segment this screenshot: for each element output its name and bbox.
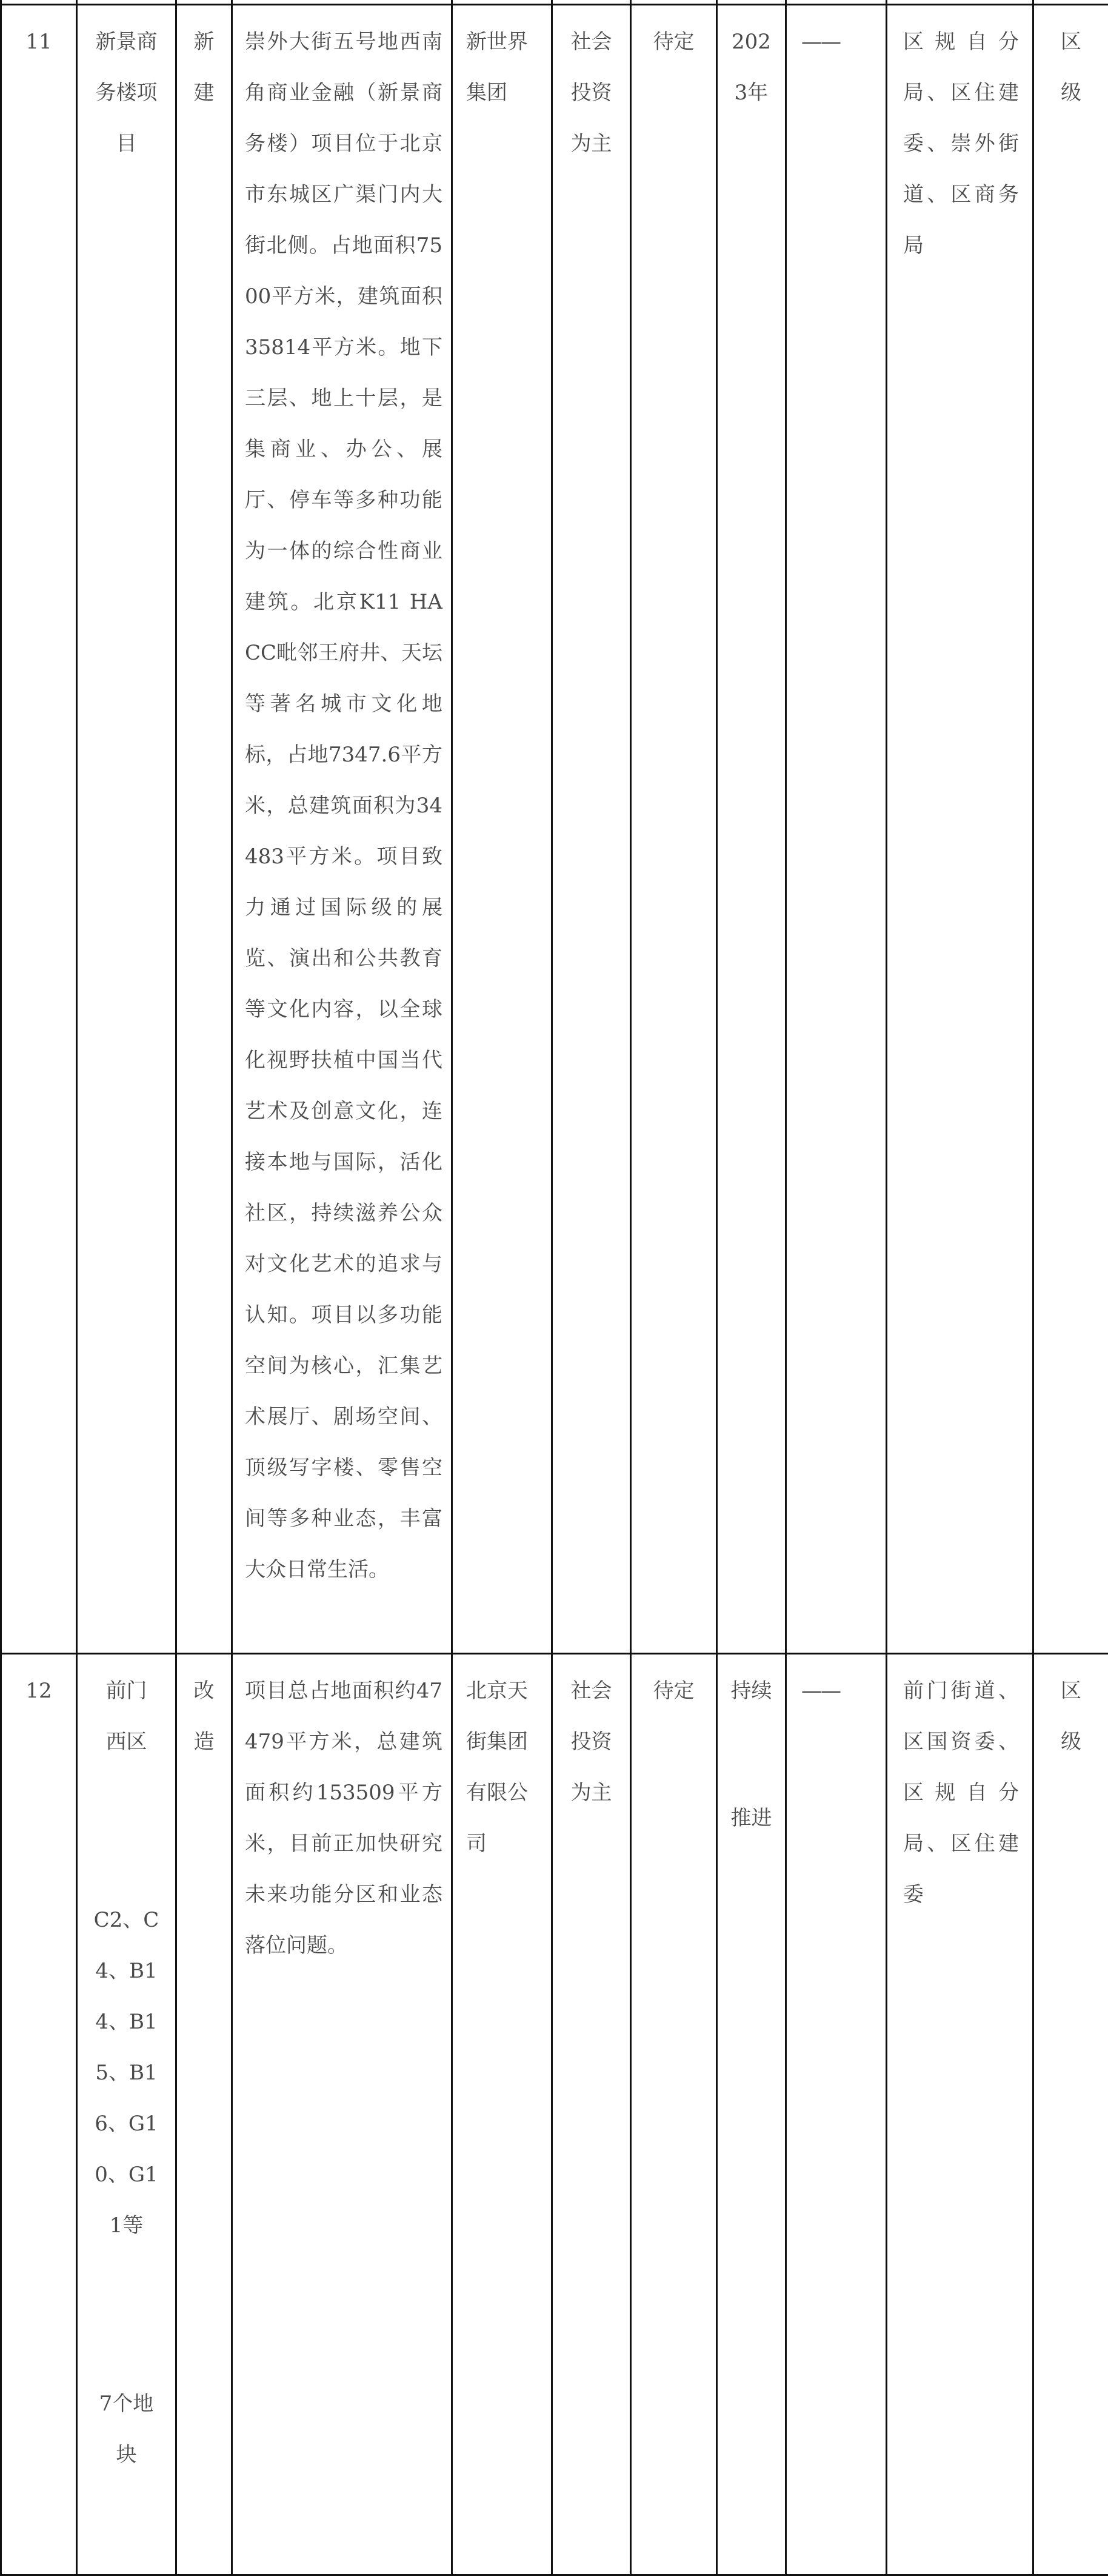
construction-type-cell	[176, 1654, 232, 2575]
project-owner: 新世界集团	[453, 5, 551, 118]
funding-source: 社会投资为主	[553, 1654, 630, 1818]
progress-cell	[786, 5, 887, 1654]
responsible-units-cell	[887, 5, 1033, 1654]
project-name: 前门西区	[78, 1654, 175, 1767]
level-cell	[1033, 1654, 1108, 2575]
row-number-cell	[1, 1654, 77, 2575]
construction-type: 改造	[177, 1654, 231, 1767]
plot-count: 7个地块	[78, 2378, 175, 2480]
project-content: 项目总占地面积约47479平方米，总建筑面积约153509平方米，目前正加快研究未来功能分区和业态落位问题。	[233, 1654, 451, 1971]
investment-cell	[631, 1654, 717, 2575]
timeline: 2023年	[718, 5, 785, 118]
project-level: 区级	[1034, 5, 1108, 118]
responsible-units-cell	[887, 1654, 1033, 2575]
owner-cell	[452, 1654, 552, 2575]
level-cell	[1033, 5, 1108, 1654]
row-number: 12	[2, 1654, 76, 1716]
owner-cell	[452, 5, 552, 1654]
timeline-start: 持续	[718, 1654, 785, 1716]
table-top-strip	[1, 0, 1108, 5]
table-row	[1, 5, 1108, 1654]
progress-dash: ——	[787, 5, 886, 67]
project-level: 区级	[1034, 1654, 1108, 1767]
table-row	[1, 1654, 1108, 2575]
project-name: 新景商务楼项目	[78, 5, 175, 169]
investment-cell	[631, 5, 717, 1654]
construction-type-cell	[176, 5, 232, 1654]
timeline-continue: 推进	[718, 1793, 785, 1844]
project-content: 崇外大街五号地西南角商业金融（新景商务楼）项目位于北京市东城区广渠门内大街北侧。占地面积7500平方米，建筑面积35814平方米。地下三层、地上十层，是集商业、办公、展厅、停车等多种功能为一体的综合性商业建筑。北京K11 HACC毗邻王府井、天坛等著名城市文化地标，占地7347.6平方米，总建筑面积为34483平方米。项目致力通过国际级的展览、演出和公共教育等文化内容，以全球化视野扶植中国当代艺术及创意文化，连接本地与国际，活化社区，持续滋养公众对文化艺术的追求与认知。项目以多功能空间为核心，汇集艺术展厅、剧场空间、顶级写字楼、零售空间等多种业态，丰富大众日常生活。	[233, 5, 451, 1595]
project-content-cell	[232, 5, 452, 1654]
funding-source: 社会投资为主	[553, 5, 630, 169]
responsible-units: 前门街道、区国资委、区规自分局、区住建委	[887, 1654, 1032, 1920]
project-name-cell	[77, 5, 176, 1654]
row-number: 11	[2, 5, 76, 67]
funding-cell	[552, 5, 631, 1654]
project-owner: 北京天街集团有限公司	[453, 1654, 551, 1869]
timeline-cell	[717, 5, 786, 1654]
row-number-cell	[1, 5, 77, 1654]
investment-amount: 待定	[632, 5, 716, 67]
project-name-cell	[77, 1654, 176, 2575]
responsible-units: 区规自分局、区住建委、崇外街道、区商务局	[887, 5, 1032, 271]
funding-cell	[552, 1654, 631, 2575]
plot-codes: C2、C4、B14、B15、B16、G10、G11等	[78, 1895, 175, 2251]
progress-dash: ——	[787, 1654, 886, 1716]
construction-type: 新建	[177, 5, 231, 118]
investment-amount: 待定	[632, 1654, 716, 1716]
project-content-cell	[232, 1654, 452, 2575]
progress-cell	[786, 1654, 887, 2575]
timeline-cell	[717, 1654, 786, 2575]
